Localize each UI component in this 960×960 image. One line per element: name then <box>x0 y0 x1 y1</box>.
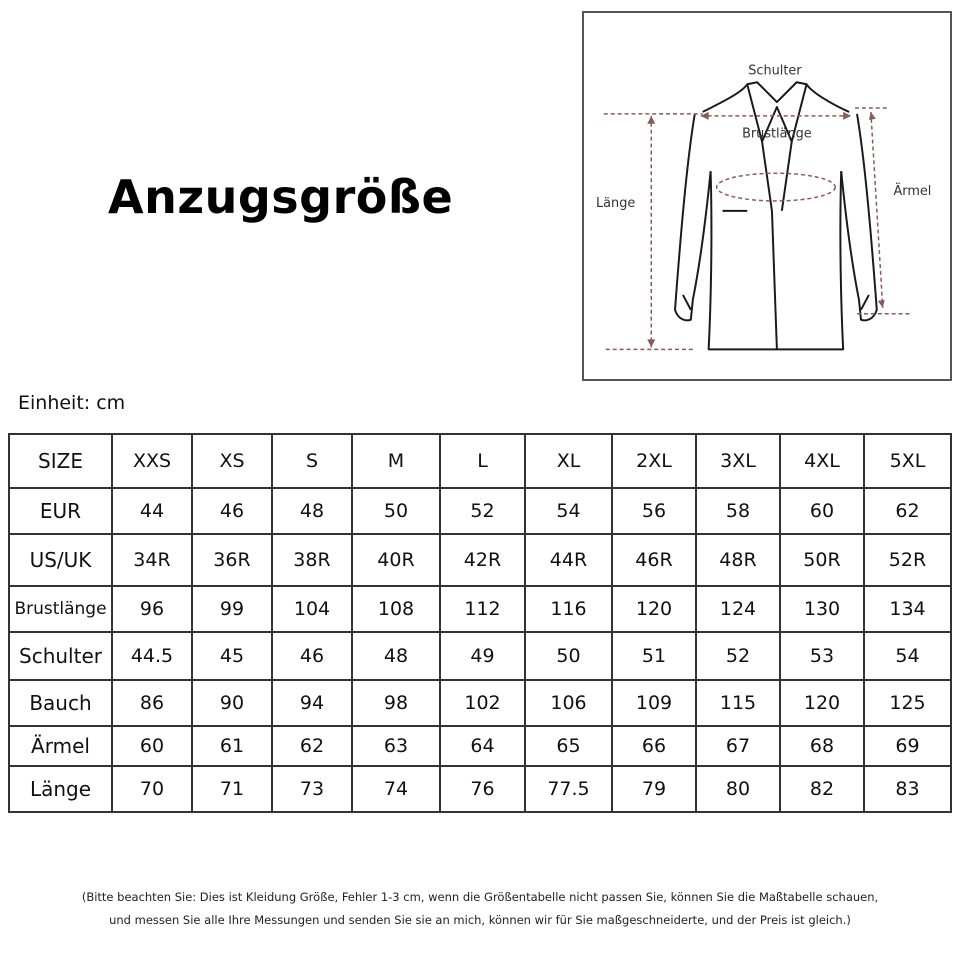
guide-arrows <box>647 112 884 347</box>
row-label: Bauch <box>9 680 112 726</box>
table-cell: 96 <box>112 586 192 632</box>
table-row-chest <box>9 586 951 632</box>
table-row-size <box>9 434 951 488</box>
table-cell: 48 <box>352 632 440 680</box>
table-cell: 50 <box>352 488 440 534</box>
table-cell: 98 <box>352 680 440 726</box>
row-label: Länge <box>9 766 112 812</box>
table-cell: XXS <box>112 434 192 488</box>
table-cell: 99 <box>192 586 272 632</box>
table-cell: XL <box>525 434 612 488</box>
table-cell: 34R <box>112 534 192 586</box>
table-cell: 52R <box>864 534 951 586</box>
row-label: Brustlänge <box>9 586 112 632</box>
table-cell: 51 <box>612 632 696 680</box>
suit-measurement-diagram <box>582 11 952 381</box>
table-cell: 83 <box>864 766 951 812</box>
table-cell: 82 <box>780 766 864 812</box>
table-row-us-uk <box>9 534 951 586</box>
table-cell: 116 <box>525 586 612 632</box>
table-cell: 80 <box>696 766 780 812</box>
table-cell: 58 <box>696 488 780 534</box>
table-row-sleeve <box>9 726 951 766</box>
table-cell: 48R <box>696 534 780 586</box>
unit-label: Einheit: cm <box>18 392 126 414</box>
table-cell: S <box>272 434 352 488</box>
note-line-1: (Bitte beachten Sie: Dies ist Kleidung Größe, Fehler 1-3 cm, wenn die Größentabelle nicht passen Sie, können Sie die Maßtabelle schauen, <box>81 890 879 904</box>
jacket-outline <box>675 82 877 349</box>
row-label: Schulter <box>9 632 112 680</box>
table-row-eur <box>9 488 951 534</box>
table-cell: 62 <box>864 488 951 534</box>
table-cell: 62 <box>272 726 352 766</box>
table-cell: 49 <box>440 632 525 680</box>
table-cell: M <box>352 434 440 488</box>
table-cell: 44 <box>112 488 192 534</box>
page-title: Anzugsgröße <box>108 170 454 224</box>
table-cell: 42R <box>440 534 525 586</box>
table-cell: 40R <box>352 534 440 586</box>
table-cell: 61 <box>192 726 272 766</box>
table-cell: 44R <box>525 534 612 586</box>
table-cell: 53 <box>780 632 864 680</box>
table-cell: 44.5 <box>112 632 192 680</box>
table-row-waist <box>9 680 951 726</box>
row-label: EUR <box>9 488 112 534</box>
table-cell: 66 <box>612 726 696 766</box>
table-cell: 77.5 <box>525 766 612 812</box>
table-cell: 48 <box>272 488 352 534</box>
table-cell: 104 <box>272 586 352 632</box>
table-cell: 120 <box>612 586 696 632</box>
table-cell: 60 <box>112 726 192 766</box>
table-cell: 3XL <box>696 434 780 488</box>
table-cell: 115 <box>696 680 780 726</box>
table-cell: 50R <box>780 534 864 586</box>
table-cell: 71 <box>192 766 272 812</box>
table-cell: 46 <box>192 488 272 534</box>
size-table-body <box>9 434 951 812</box>
table-cell: 2XL <box>612 434 696 488</box>
shoulder-label: Schulter <box>748 63 802 79</box>
table-cell: 38R <box>272 534 352 586</box>
table-cell: 130 <box>780 586 864 632</box>
table-cell: 5XL <box>864 434 951 488</box>
row-label: US/UK <box>9 534 112 586</box>
table-cell: 120 <box>780 680 864 726</box>
table-cell: 36R <box>192 534 272 586</box>
table-cell: 76 <box>440 766 525 812</box>
table-cell: 108 <box>352 586 440 632</box>
table-cell: 70 <box>112 766 192 812</box>
table-cell: 4XL <box>780 434 864 488</box>
suit-jacket-illustration <box>584 13 950 379</box>
table-cell: 134 <box>864 586 951 632</box>
table-cell: 46 <box>272 632 352 680</box>
table-cell: 64 <box>440 726 525 766</box>
table-row-shoulder <box>9 632 951 680</box>
chest-label: Brustlänge <box>742 126 812 142</box>
length-label: Länge <box>596 195 636 211</box>
table-cell: 54 <box>864 632 951 680</box>
table-cell: 112 <box>440 586 525 632</box>
table-cell: 69 <box>864 726 951 766</box>
size-note <box>0 886 960 932</box>
table-cell: 102 <box>440 680 525 726</box>
table-cell: 56 <box>612 488 696 534</box>
row-label: SIZE <box>9 434 112 488</box>
table-cell: 63 <box>352 726 440 766</box>
table-cell: 79 <box>612 766 696 812</box>
table-row-length <box>9 766 951 812</box>
table-cell: 90 <box>192 680 272 726</box>
note-line-2: und messen Sie alle Ihre Messungen und senden Sie sie an mich, können wir für Sie maßgeschneiderte, und der Preis ist gleich.) <box>109 913 851 927</box>
size-table <box>8 433 952 813</box>
table-cell: 52 <box>696 632 780 680</box>
table-cell: 94 <box>272 680 352 726</box>
table-cell: L <box>440 434 525 488</box>
table-cell: 46R <box>612 534 696 586</box>
table-cell: 125 <box>864 680 951 726</box>
table-cell: XS <box>192 434 272 488</box>
table-cell: 52 <box>440 488 525 534</box>
table-cell: 74 <box>352 766 440 812</box>
table-cell: 45 <box>192 632 272 680</box>
table-cell: 67 <box>696 726 780 766</box>
table-cell: 50 <box>525 632 612 680</box>
table-cell: 54 <box>525 488 612 534</box>
table-cell: 86 <box>112 680 192 726</box>
table-cell: 60 <box>780 488 864 534</box>
table-cell: 106 <box>525 680 612 726</box>
sleeve-label: Ärmel <box>893 184 932 200</box>
table-cell: 65 <box>525 726 612 766</box>
table-cell: 68 <box>780 726 864 766</box>
table-cell: 124 <box>696 586 780 632</box>
table-cell: 73 <box>272 766 352 812</box>
table-cell: 109 <box>612 680 696 726</box>
measurement-guides <box>604 108 911 349</box>
row-label: Ärmel <box>9 726 112 766</box>
